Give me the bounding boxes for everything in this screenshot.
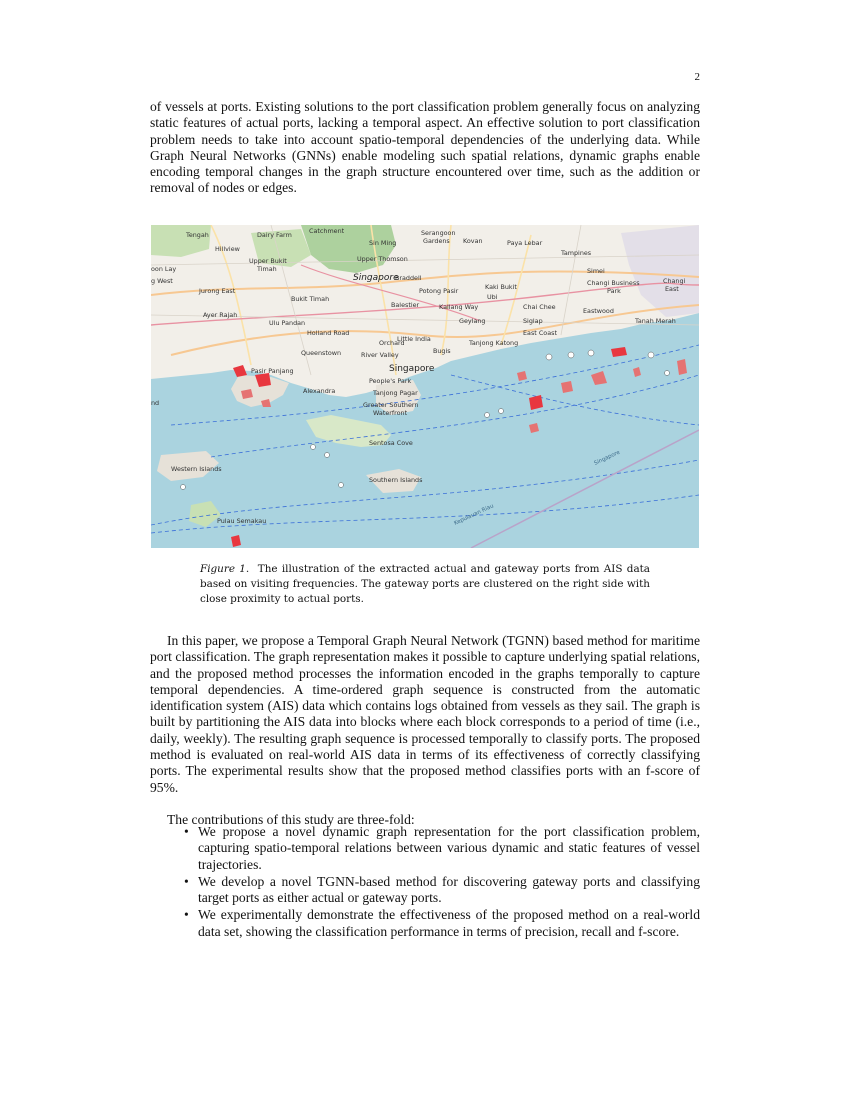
map-label-eastwood: Eastwood <box>583 307 614 315</box>
map-svg <box>151 225 699 548</box>
map-label-upper-thomson: Upper Thomson <box>357 255 408 263</box>
map-label-alexandra: Alexandra <box>303 387 336 395</box>
port-gateway <box>665 371 670 376</box>
bullet-icon: • <box>184 824 189 839</box>
map-label-sentosa-cove: Sentosa Cove <box>369 439 413 447</box>
port-gateway <box>339 483 344 488</box>
map-label-waterfront: Waterfront <box>373 409 408 417</box>
port-gateway <box>325 453 330 458</box>
map-label-holland-road: Holland Road <box>307 329 350 337</box>
map-label-tanjong-pagar: Tanjong Pagar <box>373 389 418 397</box>
map-label-braddell: Braddell <box>395 274 422 282</box>
figure-caption <box>200 562 650 608</box>
map-label-southern-islands: Southern Islands <box>369 476 423 484</box>
intro-paragraph: of vessels at ports. Existing solutions to the port classification problem generally focus on analyzing static features of actual ports, lacking a temporal aspect. An effective solution to port classification problem needs to take into account spatio-temporal dependencies of the underlying data. While Graph Neural Networks (GNNs) enable modeling such spatial relations, dynamic graphs enable encoding temporal changes in the graph structure encountered over time, such as the addition or removal of nodes or edges. <box>150 99 700 196</box>
map-label-paya-lebar: Paya Lebar <box>507 239 543 247</box>
contribution-item <box>184 907 700 940</box>
map-label-little-india: Little India <box>397 335 431 343</box>
body-paragraph: In this paper, we propose a Temporal Graph Neural Network (TGNN) based method for maritime port classification. The graph representation makes it possible to capture underlying spatial relations, and the proposed method processes the information encoded in the graphs temporally to capture temporal dependencies. A time-ordered graph sequence is constructed from the automatic identification system (AIS) data which contains logs obtained from vessels as they sail. The graph is built by partitioning the AIS data into blocks where each block corresponds to a period of time (i.e., daily, weekly). The resulting graph sequence is processed temporally to classify ports. The proposed method is evaluated on real-world AIS data in terms of its effectiveness of correctly classifying ports. The experimental results show that the proposed method classifies ports with an f-score of 95%. <box>150 633 700 795</box>
port-gateway <box>561 381 573 393</box>
contributions-list <box>184 824 700 941</box>
map-label-catchment: Catchment <box>309 227 345 235</box>
contribution-text: We propose a novel dynamic graph representation for the port classification problem, capturing spatio-temporal relations between various dynamic and static features of vessel trajectories. <box>198 824 700 872</box>
contributions-intro: The contributions of this study are three-fold: <box>167 812 415 827</box>
map-label-singapore-top: Singapore <box>353 273 399 283</box>
map-label-tanjong-katong: Tanjong Katong <box>469 339 519 347</box>
port-gateway <box>648 352 654 358</box>
bullet-icon: • <box>184 907 189 923</box>
map-label-dairy-farm: Dairy Farm <box>257 231 292 239</box>
contribution-item <box>184 873 700 907</box>
map-label-tengah: Tengah <box>186 231 209 239</box>
bullet-icon: • <box>184 873 189 889</box>
port-gateway <box>546 354 552 360</box>
map-label-east: East <box>665 285 679 293</box>
map-label-hillview: Hillview <box>215 245 240 253</box>
map-label-jurong-east: Jurong East <box>199 287 236 295</box>
contribution-text: We develop a novel TGNN-based method for discovering gateway ports and classifying target ports as either actual or gateway ports. <box>198 873 700 906</box>
map-label-singapore-center: Singapore <box>389 364 435 374</box>
map-label-bukit-timah: Bukit Timah <box>291 295 330 303</box>
map-label-bugis: Bugis <box>433 347 451 355</box>
map-label-kovan: Kovan <box>463 237 483 245</box>
map-label-peoples-park: People's Park <box>369 377 412 385</box>
port-gateway <box>588 350 594 356</box>
map-label-gardens: Gardens <box>423 237 450 245</box>
map-label-changi: Changi <box>663 277 686 285</box>
map-label-western-islands: Western Islands <box>171 465 222 473</box>
map-label-kepulauan-riau: Kepulauan Riau <box>453 503 495 527</box>
map-label-siglap: Siglap <box>523 317 543 325</box>
map-label-sin-ming: Sin Ming <box>369 239 397 247</box>
map-label-pasir-panjang: Pasir Panjang <box>251 367 294 375</box>
port-gateway <box>181 485 186 490</box>
map-label-greater-southern: Greater Southern <box>363 401 419 409</box>
contribution-text: We experimentally demonstrate the effectiveness of the proposed method on a real-world data set, showing the classification performance in terms of precision, recall and f-score. <box>198 907 700 939</box>
map-label-queenstown: Queenstown <box>301 349 342 357</box>
map-label-east-coast: East Coast <box>523 329 557 337</box>
port-gateway <box>568 352 574 358</box>
map-label-ulu-pandan: Ulu Pandan <box>269 319 306 327</box>
map-label-orchard: Orchard <box>379 339 405 347</box>
map-label-strait-singapore: Singapore <box>593 449 621 467</box>
port-gateway <box>499 409 504 414</box>
map-label-ubi: Ubi <box>487 293 498 301</box>
figure-label: Figure 1. <box>200 563 250 575</box>
map-label-upper-bukit: Upper Bukit <box>249 257 287 265</box>
port-gateway <box>311 445 316 450</box>
map-label-changi-business: Changi Business <box>587 279 640 287</box>
map-label-timah: Timah <box>257 265 277 273</box>
map-label-serangoon: Serangoon <box>421 229 456 237</box>
map-label-g-west: g West <box>151 277 173 285</box>
map-label-pulau-semakau: Pulau Semakau <box>217 517 267 525</box>
map-label-tanah-merah: Tanah Merah <box>635 317 676 325</box>
map-label-tampines: Tampines <box>561 249 592 257</box>
figure-caption-text: The illustration of the extracted actual and gateway ports from AIS data based on visiting frequencies. The gateway ports are clustered on the right side with close proximity to actual ports. <box>200 563 651 606</box>
page-number: 2 <box>694 71 700 83</box>
map-label-park: Park <box>607 287 621 295</box>
map-label-balestier: Balestier <box>391 301 420 309</box>
port-gateway <box>485 413 490 418</box>
map-label-kaki-bukit: Kaki Bukit <box>485 283 517 291</box>
map-label-simei: Simei <box>587 267 605 275</box>
map-label-river-valley: River Valley <box>361 351 399 359</box>
contribution-item <box>184 824 700 873</box>
map-label-kallang-way: Kallang Way <box>439 303 479 311</box>
map-label-chai-chee: Chai Chee <box>523 303 556 311</box>
map-label-ayer-rajah: Ayer Rajah <box>203 311 238 319</box>
map-label-boon-lay: oon Lay <box>151 265 177 273</box>
map-label-potong-pasir: Potong Pasir <box>419 287 459 295</box>
map-label-geylang: Geylang <box>459 317 486 325</box>
map-label-nd: nd <box>151 399 160 407</box>
figure-map <box>151 225 699 548</box>
